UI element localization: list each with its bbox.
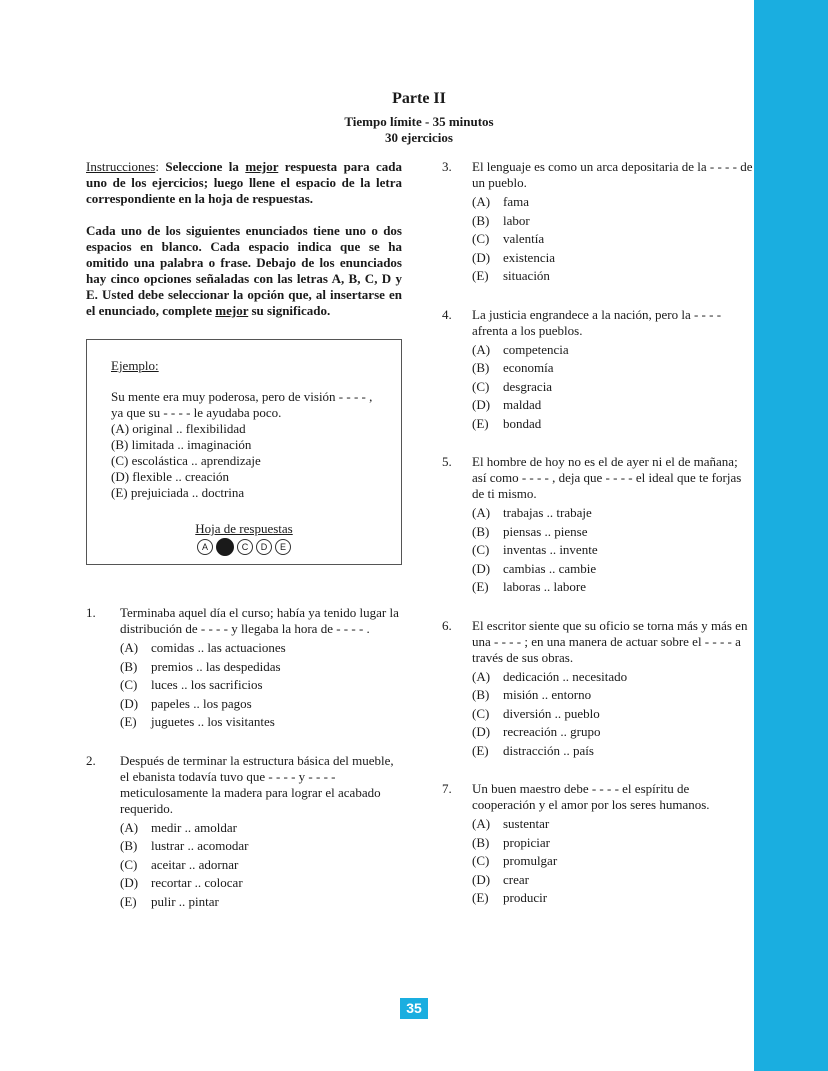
question xyxy=(86,605,402,732)
option-letter: (C) xyxy=(120,677,138,692)
option xyxy=(120,893,402,912)
question-options xyxy=(472,815,754,908)
option-text: piensas .. piense xyxy=(503,523,588,539)
option-letter: (A) xyxy=(472,194,491,209)
option-text: aceitar .. adornar xyxy=(151,856,239,872)
option-letter: (A) xyxy=(472,816,491,831)
option xyxy=(120,695,402,714)
option-letter: (E) xyxy=(472,579,489,594)
option xyxy=(472,249,754,268)
question-options xyxy=(120,819,402,912)
answer-sheet xyxy=(87,521,401,556)
question xyxy=(442,454,754,597)
option-text: recortar .. colocar xyxy=(151,875,243,890)
example-text: Su mente era muy poderosa, pero de visión - - - - , ya que su - - - - le ayudaba poco. xyxy=(111,389,373,420)
option xyxy=(472,560,754,579)
option-letter: (D) xyxy=(472,249,491,265)
option-letter: (D) xyxy=(472,397,491,412)
option-text: premios .. las despedidas xyxy=(151,658,281,674)
question-number: 6. xyxy=(442,617,452,633)
option-text: distracción .. país xyxy=(503,742,594,758)
option-text: luces .. los sacrificios xyxy=(151,677,263,692)
option xyxy=(120,856,402,875)
option-text: valentía xyxy=(503,231,545,246)
example-box xyxy=(86,339,402,565)
option-letter: (B) xyxy=(120,838,138,853)
question-text: El escritor siente que su oficio se torna más y más en una - - - - ; en una manera de actuar sobre el - - - - a través de sus obras. xyxy=(472,617,748,665)
option-text: trabajas .. trabaje xyxy=(503,505,592,520)
question xyxy=(442,618,754,761)
answer-bubble: A xyxy=(197,539,213,555)
option-letter: (B) xyxy=(472,687,490,702)
option xyxy=(472,212,754,231)
option-text: propiciar xyxy=(503,834,550,850)
option-letter: (B) xyxy=(472,834,490,850)
question xyxy=(442,307,754,434)
option-text: fama xyxy=(503,194,529,209)
question-text: La justicia engrandece a la nación, pero la - - - - afrenta a los pueblos. xyxy=(472,306,722,338)
option-text: inventas .. invente xyxy=(503,542,598,557)
option xyxy=(472,267,754,286)
right-column xyxy=(442,159,754,908)
option xyxy=(472,341,754,360)
option-text: labor xyxy=(503,212,530,228)
left-column xyxy=(86,159,402,911)
answer-sheet-label: Hoja de respuestas xyxy=(195,521,293,536)
option xyxy=(472,686,754,705)
option xyxy=(472,193,754,212)
option-text: cambias .. cambie xyxy=(503,560,597,576)
option-text: sustentar xyxy=(503,816,550,831)
option-text: bondad xyxy=(503,415,542,431)
option xyxy=(120,819,402,838)
option-text: competencia xyxy=(503,341,569,357)
option xyxy=(472,834,754,853)
option-text: papeles .. los pagos xyxy=(151,695,252,711)
option-letter: (C) xyxy=(120,856,138,872)
option-text: situación xyxy=(503,268,550,283)
option-letter: (C) xyxy=(472,705,490,721)
option xyxy=(472,705,754,724)
exercise-count: 30 ejercicios xyxy=(385,130,453,145)
question-options xyxy=(120,639,402,732)
time-limit: Tiempo límite - 35 minutos xyxy=(344,114,494,129)
option-letter: (E) xyxy=(120,714,137,729)
option-letter: (C) xyxy=(472,378,490,394)
option xyxy=(120,676,402,695)
option xyxy=(472,871,754,890)
instructions-text: Seleccione la xyxy=(165,159,246,174)
option-letter: (C) xyxy=(472,542,490,557)
option xyxy=(472,415,754,434)
question-options xyxy=(472,504,754,597)
option-letter: (A) xyxy=(120,640,139,655)
answer-bubble: D xyxy=(256,539,272,555)
option xyxy=(120,713,402,732)
part-title: Parte II xyxy=(392,90,446,107)
question-text: El lenguaje es como un arca depositaria de la - - - - de un pueblo. xyxy=(472,159,753,190)
option xyxy=(472,523,754,542)
option-text: desgracia xyxy=(503,378,553,394)
option-text: laboras .. labore xyxy=(503,579,587,594)
option-text: producir xyxy=(503,890,548,905)
example-option: (C) escolástica .. aprendizaje xyxy=(111,453,261,468)
option-text: dedicación .. necesitado xyxy=(503,668,628,684)
option-letter: (C) xyxy=(472,853,490,868)
answer-bubble: C xyxy=(237,539,253,555)
question-number: 3. xyxy=(442,159,452,174)
option-text: juguetes .. los visitantes xyxy=(151,714,275,729)
page-header xyxy=(0,90,828,146)
answer-bubble: E xyxy=(275,539,291,555)
instructions-text: respuesta para cada uno de los ejercicios; luego llene el espacio de la letra correspondiente en la hoja de respuestas. xyxy=(86,159,402,206)
instructions-text: su significado. xyxy=(248,303,331,318)
answer-bubble-filled xyxy=(216,538,234,556)
option xyxy=(472,815,754,834)
option-text: diversión .. pueblo xyxy=(503,705,600,721)
option xyxy=(472,504,754,523)
option xyxy=(472,541,754,560)
question-options xyxy=(472,193,754,286)
option-letter: (A) xyxy=(472,341,491,357)
option-letter: (D) xyxy=(472,871,491,887)
question-text: Después de terminar la estructura básica del mueble, el ebanista todavía tuvo que - - - - y - - - - meticulosamente la madera para lograr el acabado requerido. xyxy=(120,752,394,816)
option-text: existencia xyxy=(503,249,555,265)
option-text: maldad xyxy=(503,397,542,412)
question-options xyxy=(472,668,754,761)
instructions-label: Instrucciones xyxy=(86,159,156,174)
example-option: (B) limitada .. imaginación xyxy=(111,437,252,452)
question xyxy=(86,753,402,912)
option-text: economía xyxy=(503,360,554,375)
option xyxy=(472,723,754,742)
option-letter: (E) xyxy=(472,890,489,905)
question-text: Un buen maestro debe - - - - el espíritu de cooperación y el amor por los seres humanos. xyxy=(472,781,710,812)
option-letter: (C) xyxy=(472,231,490,246)
page-number: 35 xyxy=(400,998,428,1019)
question xyxy=(442,781,754,908)
option xyxy=(472,742,754,761)
question-number: 2. xyxy=(86,752,96,768)
option xyxy=(472,668,754,687)
question-number: 1. xyxy=(86,605,96,620)
example-option: (E) prejuiciada .. doctrina xyxy=(111,485,245,500)
option xyxy=(120,874,402,893)
example-option: (D) flexible .. creación xyxy=(111,469,230,484)
option-letter: (E) xyxy=(472,268,489,283)
side-color-bar xyxy=(754,0,828,1071)
answer-bubbles xyxy=(87,539,401,556)
option-letter: (A) xyxy=(472,505,491,520)
question-text: El hombre de hoy no es el de ayer ni el de mañana; así como - - - - , deja que - - - - el ideal que te forjas de ti mismo. xyxy=(472,454,742,501)
instructions-paragraph-1: Instrucciones: Seleccione la mejor respuesta para cada uno de los ejercicios; luego llene el espacio de la letra correspondiente en la hoja de respuestas. xyxy=(86,159,402,206)
option-letter: (D) xyxy=(472,724,491,739)
option-letter: (B) xyxy=(472,212,490,228)
option-text: lustrar .. acomodar xyxy=(151,838,249,853)
option-letter: (E) xyxy=(472,742,489,758)
option xyxy=(472,230,754,249)
instructions-text: Cada uno de los siguientes enunciados tiene uno o dos espacios en blanco. Cada espacio indica que se ha omitido una palabra o frase. Debajo de los enunciados hay cinco opciones señaladas con las letras A, B, C, D y E. Usted debe seleccionar la opción que, al insertarse en el enunciado, complete xyxy=(86,223,402,318)
option-text: promulgar xyxy=(503,853,558,868)
example-label: Ejemplo: xyxy=(111,358,159,373)
option xyxy=(120,658,402,677)
instructions-paragraph-2 xyxy=(86,223,402,319)
option-letter: (E) xyxy=(472,415,489,431)
option-letter: (D) xyxy=(120,875,139,890)
option-letter: (D) xyxy=(472,560,491,576)
option-text: recreación .. grupo xyxy=(503,724,601,739)
option xyxy=(472,378,754,397)
option-text: medir .. amoldar xyxy=(151,819,237,835)
option-text: misión .. entorno xyxy=(503,687,592,702)
option xyxy=(472,578,754,597)
question-number: 4. xyxy=(442,306,452,322)
option-letter: (B) xyxy=(472,360,490,375)
option-text: comidas .. las actuaciones xyxy=(151,640,286,655)
option xyxy=(472,889,754,908)
option xyxy=(472,396,754,415)
example-option: (A) original .. flexibilidad xyxy=(111,421,246,436)
question-text: Terminaba aquel día el curso; había ya tenido lugar la distribución de - - - - y llegaba la hora de - - - - . xyxy=(120,605,399,636)
question xyxy=(442,159,754,286)
option-letter: (B) xyxy=(120,658,138,674)
left-questions xyxy=(86,605,402,911)
question-number: 5. xyxy=(442,454,452,469)
question-number: 7. xyxy=(442,781,452,796)
option xyxy=(120,837,402,856)
option-letter: (A) xyxy=(120,819,139,835)
option-text: pulir .. pintar xyxy=(151,893,219,909)
example-options xyxy=(111,421,377,501)
option-text: crear xyxy=(503,871,529,887)
option xyxy=(120,639,402,658)
option-letter: (E) xyxy=(120,893,137,909)
option xyxy=(472,359,754,378)
option-letter: (D) xyxy=(120,695,139,711)
emphasis-best: mejor xyxy=(245,159,279,174)
question-options xyxy=(472,341,754,434)
emphasis-best: mejor xyxy=(215,303,249,318)
option xyxy=(472,852,754,871)
option-letter: (B) xyxy=(472,523,490,539)
option-letter: (A) xyxy=(472,668,491,684)
